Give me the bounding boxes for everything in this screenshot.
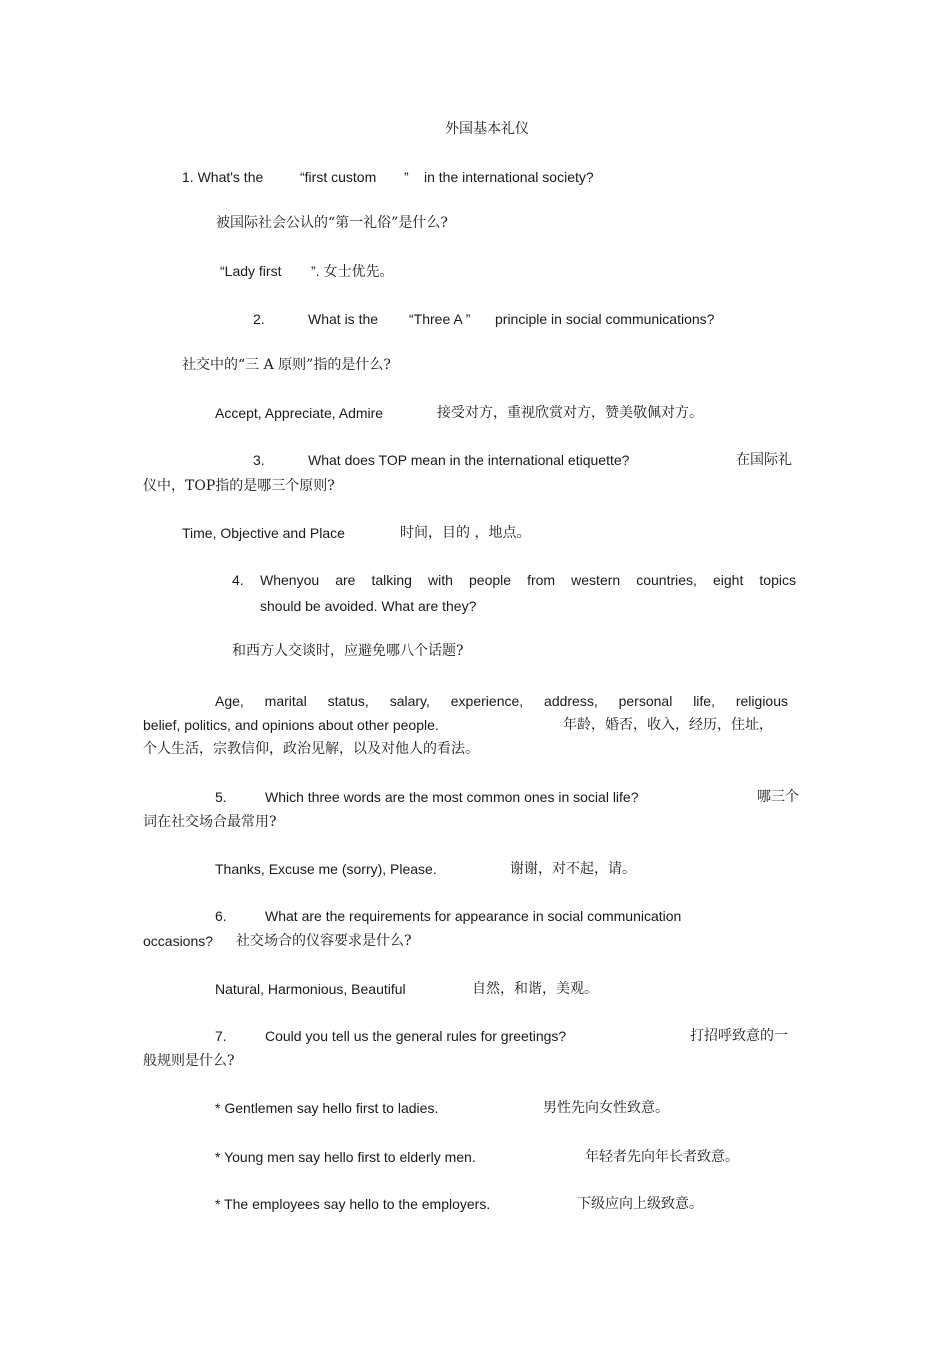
q4-text-line2: should be avoided. What are they? (260, 598, 477, 614)
q3-number: 3. (253, 452, 265, 468)
q7-number: 7. (215, 1028, 227, 1044)
q2-answer-zh: 接受对方，重视欣赏对方，赞美敬佩对方。 (437, 405, 703, 421)
q1-number: 1. What's the (182, 169, 264, 185)
q5-text: Which three words are the most common ones in social life? (265, 789, 639, 805)
q2-number: 2. (253, 311, 265, 327)
q4-answer-line1: Age, marital status, salary, experience, address, personal life, religious (215, 693, 788, 709)
q4-answer-line2-zh: 年龄，婚否，收入，经历，住址， (563, 717, 773, 733)
q5-zh-line2: 词在社交场合最常用? (143, 814, 277, 830)
q2-quote: “Three A ” (409, 311, 471, 327)
q3-zh-line1: 在国际礼 (736, 452, 792, 468)
q1-text: in the international society? (424, 169, 594, 185)
q7-zh-line2: 般规则是什么? (143, 1053, 235, 1069)
q6-line2-en: occasions? (143, 933, 214, 949)
page-title: 外国基本礼仪 (445, 121, 529, 137)
q7-text: Could you tell us the general rules for greetings? (265, 1028, 567, 1044)
q1-quote-open: “first custom (300, 169, 377, 185)
q4-answer-line3: 个人生活，宗教信仰，政治见解，以及对他人的看法。 (143, 741, 479, 757)
q7-rule-2-zh: 年轻者先向年长者致意。 (585, 1149, 739, 1165)
q5-answer-en: Thanks, Excuse me (sorry), Please. (215, 861, 437, 877)
q1-quote-close: ” (404, 169, 409, 185)
q6-text: What are the requirements for appearance in social communication (265, 908, 682, 924)
q2-zh: 社交中的“三 A 原则”指的是什么? (182, 357, 391, 373)
q7-zh-line1: 打招呼致意的一 (690, 1028, 788, 1044)
q7-rule-3-zh: 下级应向上级致意。 (577, 1196, 703, 1212)
q2-answer-en: Accept, Appreciate, Admire (215, 405, 384, 421)
q1-zh: 被国际社会公认的“第一礼俗”是什么? (216, 215, 448, 231)
q1-answer-close: ”. 女士优先。 (311, 263, 394, 279)
q3-zh-line2: 仪中，TOP指的是哪三个原则? (143, 478, 335, 494)
q6-answer-zh: 自然，和谐，美观。 (472, 981, 598, 997)
q2-text2: principle in social communications? (495, 311, 715, 327)
q5-number: 5. (215, 789, 227, 805)
q3-answer-en: Time, Objective and Place (182, 525, 345, 541)
q6-number: 6. (215, 908, 227, 924)
q4-zh: 和西方人交谈时，应避免哪八个话题? (232, 643, 464, 659)
q4-number: 4. (232, 572, 244, 588)
q3-answer-zh: 时间，目的 ，地点。 (400, 525, 531, 541)
q5-zh-line1: 哪三个 (757, 789, 799, 805)
q7-rule-2-en: * Young men say hello first to elderly men. (215, 1149, 476, 1165)
q3-text: What does TOP mean in the international etiquette? (308, 452, 630, 468)
q6-answer-en: Natural, Harmonious, Beautiful (215, 981, 406, 997)
q4-text-line1: Whenyou are talking with people from western countries, eight topics (260, 572, 796, 588)
q2-text1: What is the (308, 311, 379, 327)
q7-rule-3-en: * The employees say hello to the employers. (215, 1196, 491, 1212)
q5-answer-zh: 谢谢，对不起，请。 (510, 861, 636, 877)
q1-answer-open: “Lady first (220, 263, 282, 279)
q4-answer-line2-en: belief, politics, and opinions about other people. (143, 717, 439, 733)
q7-rule-1-en: * Gentlemen say hello first to ladies. (215, 1100, 439, 1116)
q7-rule-1-zh: 男性先向女性致意。 (543, 1100, 669, 1116)
q6-line2-zh: 社交场合的仪容要求是什么? (236, 933, 412, 949)
